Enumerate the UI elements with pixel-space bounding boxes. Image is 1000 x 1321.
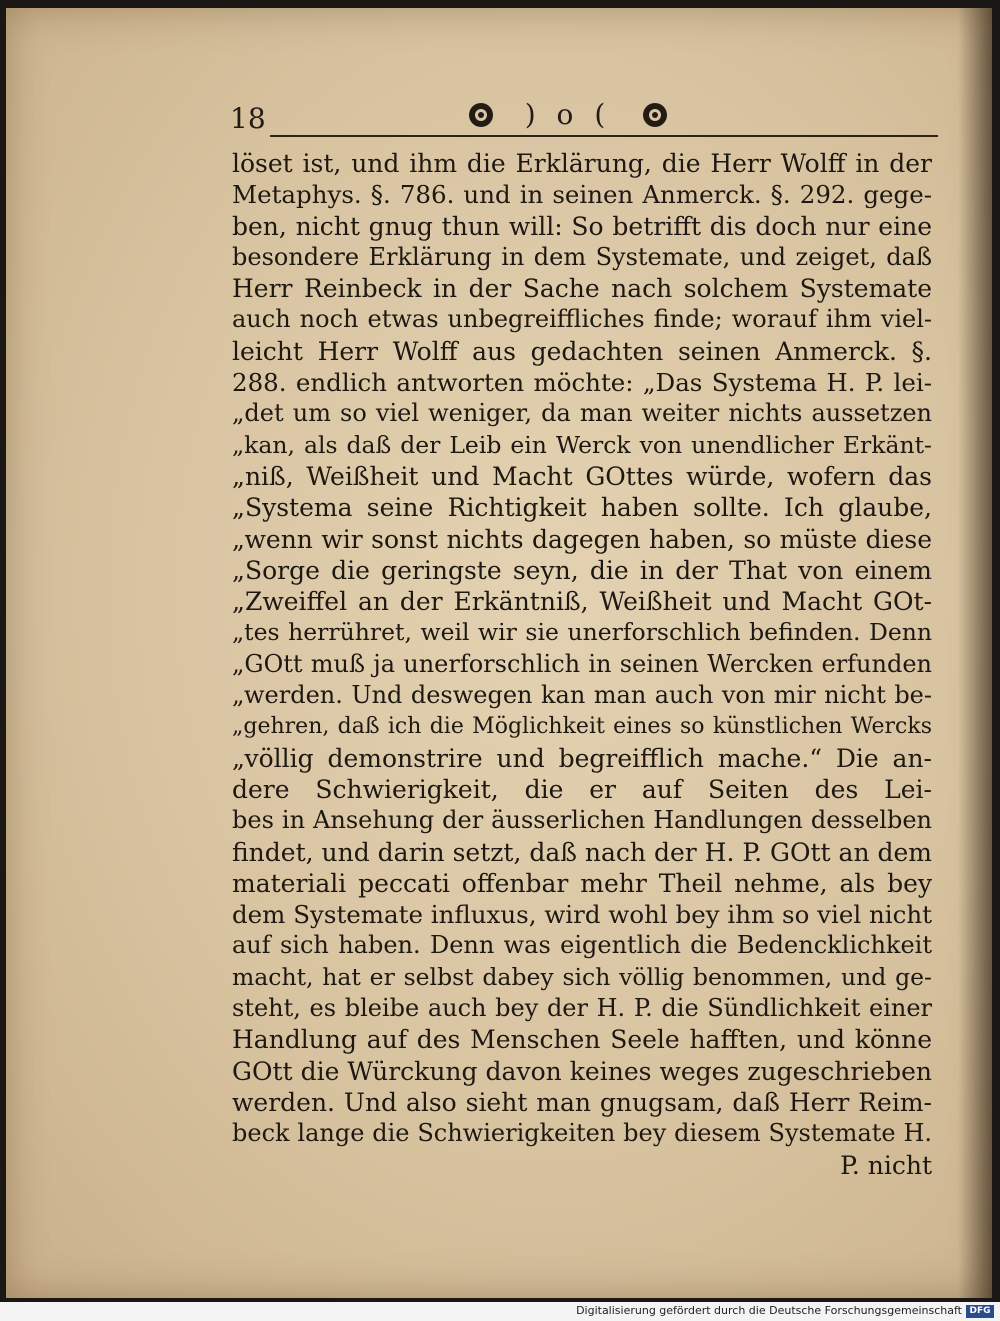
text-line: löset ist, und ihm die Erklärung, die Herr Wolff in der: [232, 149, 932, 178]
text-line: macht, hat er selbst dabey sich völlig benommen, und ge-: [232, 962, 932, 991]
text-line: „kan, als daß der Leib ein Werck von unendlicher Erkänt-: [232, 430, 932, 459]
text-line: „werden. Und deswegen kan man auch von mir nicht be-: [232, 681, 932, 710]
text-line: „wenn wir sonst nichts dagegen haben, so müste diese: [232, 524, 932, 554]
text-line: besondere Erklärung in dem Systemate, und zeiget, daß: [232, 242, 932, 271]
page-gutter-shadow: [958, 8, 992, 1298]
text-line: werden. Und also sieht man gnugsam, daß Herr Reim-: [232, 1087, 932, 1117]
text-line: „völlig demonstrire und begreifflich mache.“ Die an-: [232, 743, 932, 773]
footer-bar: [0, 1302, 1000, 1321]
text-line: „niß, Weißheit und Macht GOttes würde, wofern das: [232, 461, 932, 491]
text-line: auch noch etwas unbegreiffliches finde; worauf ihm viel-: [232, 305, 932, 334]
dfg-logo-icon[interactable]: DFG: [966, 1305, 994, 1318]
catchword-line: P. nicht: [840, 1150, 932, 1180]
text-line: materiali peccati offenbar mehr Theil nehme, als bey: [232, 868, 932, 898]
text-line: „tes herrühret, weil wir sie unerforschlich befinden. Denn: [232, 618, 932, 647]
text-line: ben, nicht gnug thun will: So betrifft dis doch nur eine: [232, 211, 932, 241]
text-line: findet, und darin setzt, daß nach der H. P. GOtt an dem: [232, 837, 932, 867]
text-line: auf sich haben. Denn was eigentlich die Bedencklichkeit: [232, 931, 932, 960]
text-line: beck lange die Schwierigkeiten bey diesem Systemate H.: [232, 1119, 932, 1148]
text-line: Herr Reinbeck in der Sache nach solchem Systemate: [232, 274, 932, 304]
text-line: 288. endlich antworten möchte: „Das Systema H. P. lei-: [232, 368, 932, 398]
text-line: „GOtt muß ja unerforschlich in seinen Wercken erfunden: [232, 649, 932, 678]
text-line: bes in Ansehung der äusserlichen Handlungen desselben: [232, 806, 932, 835]
text-line: „gehren, daß ich die Möglichkeit eines so künstlichen Wercks: [232, 714, 932, 740]
text-line: leicht Herr Wolff aus gedachten seinen Anmerck. §.: [232, 336, 932, 366]
page-number: 18: [230, 102, 266, 135]
text-line: Metaphys. §. 786. und in seinen Anmerck. §. 292. gege-: [232, 180, 932, 210]
header-ornament: ) o (: [524, 98, 612, 131]
text-line: dere Schwierigkeit, die er auf Seiten des Lei-: [232, 774, 932, 804]
text-line: GOtt die Würckung davon keines weges zugeschrieben: [232, 1056, 932, 1086]
text-line: „Zweiffel an der Erkäntniß, Weißheit und Macht GOt-: [232, 587, 932, 617]
text-line: Handlung auf des Menschen Seele hafften, und könne: [232, 1025, 932, 1055]
page-body-text: [232, 148, 932, 1181]
header-rule: [270, 135, 938, 137]
text-line: „Sorge die geringste seyn, die in der That von einem: [232, 555, 932, 585]
footer-credit: Digitalisierung gefördert durch die Deutsche Forschungsgemeinschaft: [576, 1304, 962, 1317]
text-line: dem Systemate influxus, wird wohl bey ihm so viel nicht: [232, 900, 932, 930]
text-line: „Systema seine Richtigkeit haben sollte. Ich glaube,: [232, 493, 932, 523]
ornament-flower-icon: [642, 102, 668, 128]
text-line: steht, es bleibe auch bey der H. P. die Sündlichkeit einer: [232, 994, 932, 1023]
ornament-flower-icon: [468, 102, 494, 128]
page-header: [226, 98, 938, 142]
text-line: „det um so viel weniger, da man weiter nichts aussetzen: [232, 399, 932, 428]
